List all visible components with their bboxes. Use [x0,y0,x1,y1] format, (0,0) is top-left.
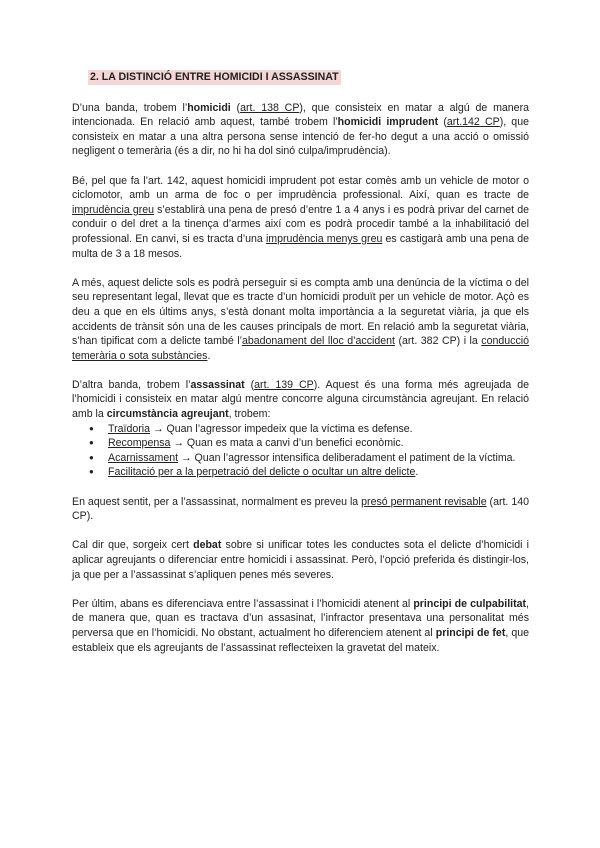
underlined-term: conducció temerària o sota substàncies [72,335,529,362]
paragraph-homicidi [72,101,529,159]
text: Bé, pel que fa l’art. 142, aquest homicidi imprudent pot estar comès amb un vehicle de motor o ciclomotor, amb un arma de foc o per imprudència professional. Així, quan es tracte de [72,174,529,202]
paragraph-seguretat-viaria [72,276,529,364]
list-item [108,465,529,480]
text: En aquest sentit, per a l’assassinat, normalment es preveu la [72,495,362,508]
bold-term: homicidi [187,101,231,114]
text: ( [244,378,255,391]
text: ), que consisteix en matar a una altra persona sense intenció de fer-ho degut a una acció o omissió negligent o temerària (és a dir, no hi ha dol sinó culpa/imprudència). [72,116,529,158]
bold-term: homicidi imprudent [337,116,439,129]
text: ). Aquest és una forma més agreujada de l’homicidi i consisteix en matar algú mentre concorre alguna circumstància agreujant. En relació amb la [72,378,529,421]
text: Cal dir que, sorgeix cert [72,539,194,552]
text: Per últim, abans es diferenciava entre l’assassinat i l’homicidi atenent al [72,597,414,610]
text: A més, aquest delicte sols es podrà perseguir si es compta amb una denúncia de la víctima o del seu representant legal, llevat que es tracte d’un homicidi produït per un vehicle de motor. Açò es deu a que en els últims anys, s’està donant molta importància a la seguretat viària, ja que els accidents de trànsit són una de les causes principals de mort. En relació amb la seguretat viària, s’han tipificat com a delicte també l’ [72,276,529,348]
text: ( [230,101,241,114]
text: sobre si unificar totes les conductes sota el delicte d’homicidi i aplicar agreujants o diferenciar entre homicidi i assassinat. Però, l’opció preferida és distingir-los, ja que per a l’assassinat s’apliquen penes més severes. [72,539,529,581]
bold-term: principi de culpabilitat [413,597,527,610]
text: → Quan l’agressor intensifica deliberadament el patiment de la víctima. [178,451,516,464]
text: , trobem: [228,408,271,421]
section-heading: 2. LA DISTINCIÓ ENTRE HOMICIDI I ASSASSINAT [90,71,339,83]
underlined-term: Facilitació per a la perpetració del delicte o ocultar un altre delicte [108,466,416,479]
text: (art. 382 CP) i la [394,335,482,348]
text: , de manera que, quan es tractava d’un assasinat, l’infractor presentava una personalitat més perversa que en l’homicidi. No obstant, actualment ho diferenciem atenent al [72,597,529,639]
text: ), que consisteix en matar a algú de manera intencionada. En relació amb aquest, també trobem l’ [72,101,529,129]
underlined-term: Acarnissament [108,451,179,464]
underlined-reference: art. 138 CP [240,101,300,114]
underlined-term: abadonament del lloc d’accident [241,335,395,348]
list-item [108,436,529,451]
bold-term: principi de fet [435,626,506,639]
agreujants-list [72,422,529,480]
paragraph-debat [72,538,529,582]
bold-term: debat [193,539,222,552]
paragraph-assassinat [72,378,529,422]
underlined-reference: art.142 CP [446,116,500,129]
bold-term: assassinat [190,378,245,391]
underlined-term: imprudència menys greu [265,232,383,245]
text: . [415,466,419,479]
underlined-term: Recompensa [108,437,171,450]
text: , que estableix que els agreujants de l’assassinat reflecteixen la gravetat del mateix. [72,626,530,654]
text: D’altra banda, trobem l’ [72,378,191,391]
text: . [207,349,211,362]
text: → Quan es mata a canvi d’un benefici econòmic. [170,437,404,450]
paragraph-pena [72,495,529,524]
underlined-reference: art. 139 CP [254,378,314,391]
text: ( [438,116,447,129]
list-item [108,422,529,437]
text: D’una banda, trobem l’ [72,101,188,114]
text: es castigarà amb una pena de multa de 3 a 18 mesos. [72,232,530,260]
underlined-term: Traïdoria [108,422,150,435]
text: (art. 140 CP). [72,495,529,523]
list-item [108,451,529,466]
underlined-term: presó permanent revisable [361,495,487,508]
text: → Quan l’agressor impedeix que la víctima es defense. [150,422,413,435]
underlined-term: imprudència greu [72,203,155,216]
bold-term: circumstància agreujant [106,408,229,421]
paragraph-principis [72,597,529,655]
paragraph-imprudent [72,174,529,262]
text: s’establirà una pena de presó d’entre 1 a 4 anys i es podrà privar del carnet de conduir o del dret a la tinença d’armes així com es podrà procedir també a la inhabilitació del professional. En canvi, si es tracta d’una [72,203,529,245]
